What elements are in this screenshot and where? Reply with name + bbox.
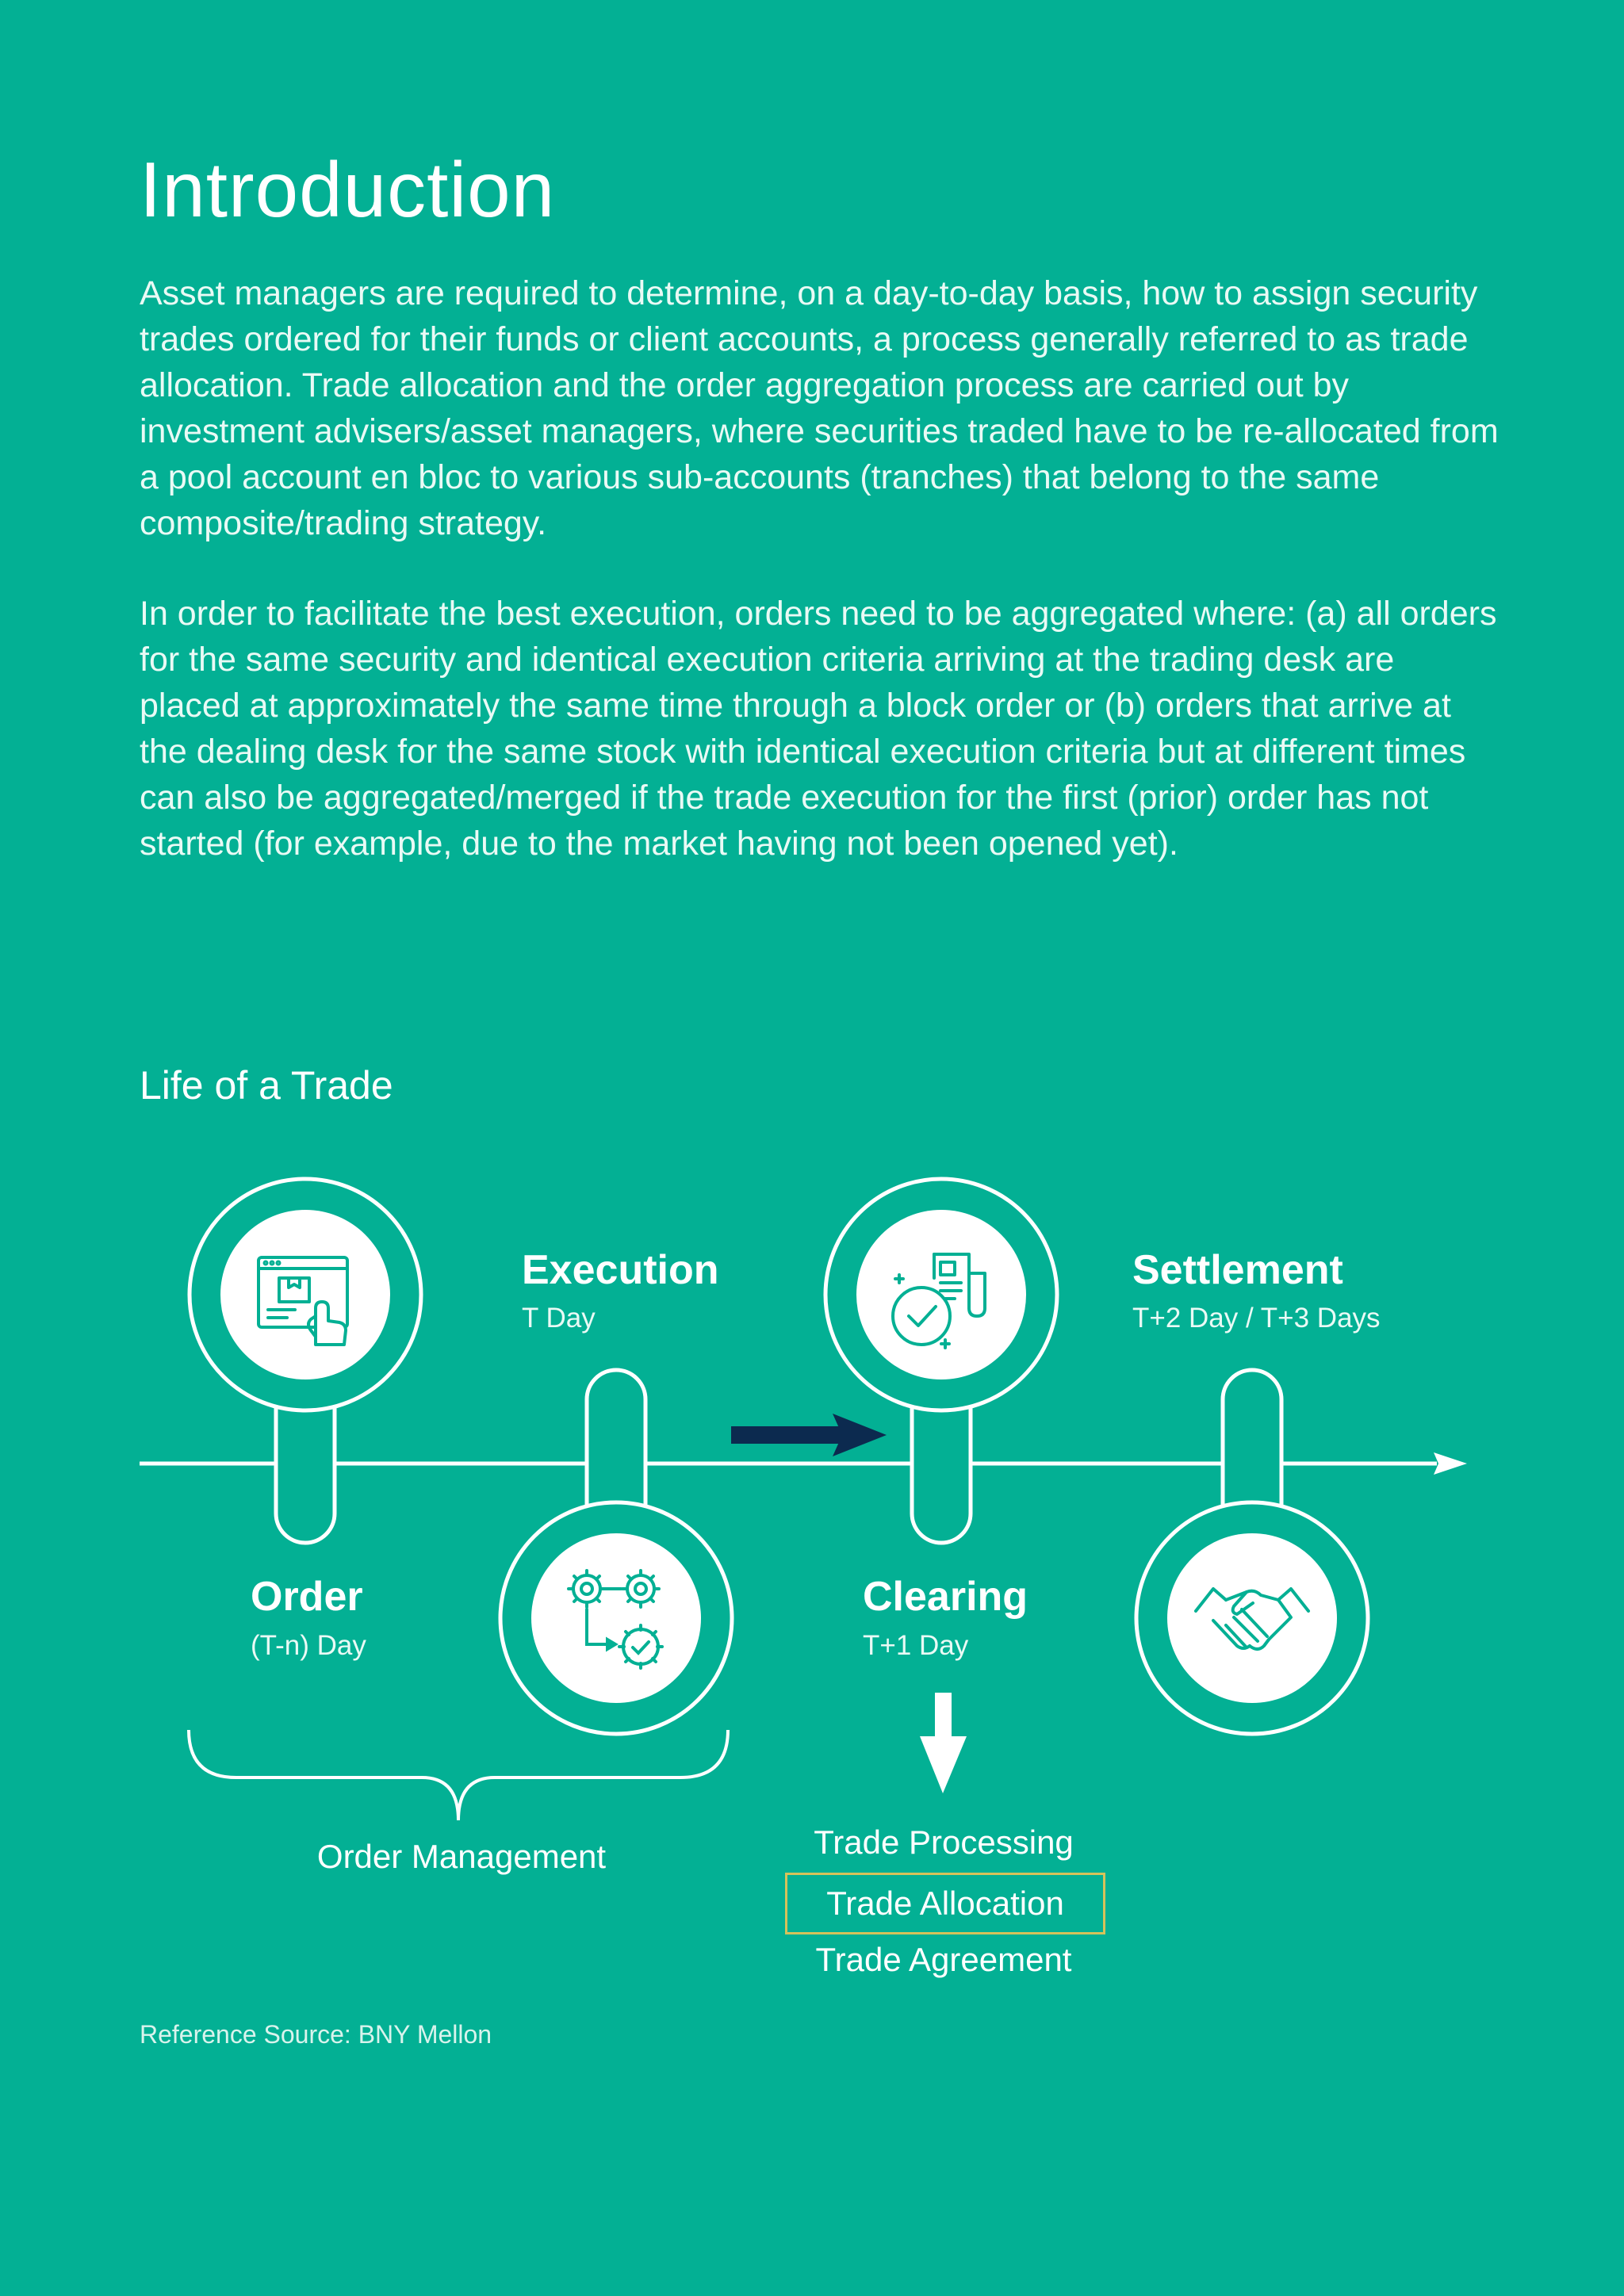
- intro-paragraph-2: In order to facilitate the best execution, orders need to be aggregated where: (a) all orders for the same security and identical execution criteria arriving at the trading desk are placed at approximately the same time through a block order or (b) orders that arrive at the dealing desk for the same stock with identical execution criteria but at different times can also be aggregated/merged if the trade execution for the first (prior) order has not started (for example, due to the market having not been opened yet).: [140, 595, 1497, 863]
- pin-execution: [500, 1370, 732, 1734]
- stage-settlement-day: T+2 Day / T+3 Days: [1132, 1303, 1381, 1334]
- pin-clearing: [825, 1179, 1057, 1543]
- stage-settlement-name: Settlement: [1132, 1247, 1343, 1293]
- stage-order-day: (T-n) Day: [251, 1630, 366, 1661]
- down-arrow-icon: [920, 1693, 967, 1793]
- stage-clearing-name: Clearing: [863, 1574, 1028, 1620]
- clearing-step-trade-processing: Trade Processing: [814, 1823, 1074, 1861]
- stage-execution-name: Execution: [522, 1247, 719, 1293]
- pin-settlement: [1136, 1370, 1368, 1734]
- order-management-label: Order Management: [316, 1838, 607, 1875]
- stage-execution-day: T Day: [522, 1303, 596, 1334]
- page-title: Introduction: [140, 146, 556, 233]
- pin-order: [190, 1179, 421, 1543]
- diagram-heading: Life of a Trade: [140, 1063, 393, 1108]
- intro-paragraph-1: Asset managers are required to determine, on a day-to-day basis, how to assign security trades ordered for their funds or client accounts, a process generally referred to as trade allocation. Trade allocation and the order aggregation process are carried out by investment advisers/asset managers, where securities traded have to be re-allocated from a pool account en bloc to various sub-accounts (tranches) that belong to the same composite/trading strategy.: [140, 274, 1499, 542]
- reference-source: Reference Source: BNY Mellon: [140, 2020, 492, 2049]
- clearing-step-trade-allocation: Trade Allocation: [785, 1873, 1105, 1934]
- clearing-step-trade-agreement: Trade Agreement: [815, 1941, 1072, 1978]
- stage-order-name: Order: [251, 1574, 363, 1620]
- stage-clearing-day: T+1 Day: [863, 1630, 969, 1661]
- order-management-brace: [189, 1730, 728, 1820]
- progress-arrow-icon: [731, 1414, 887, 1456]
- timeline-arrowhead-icon: [1434, 1452, 1467, 1475]
